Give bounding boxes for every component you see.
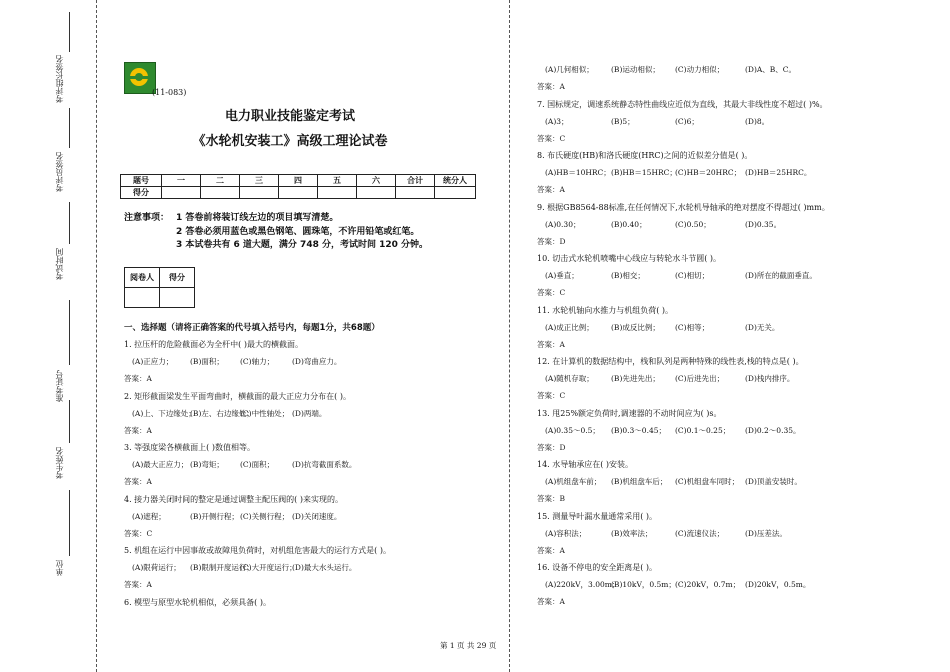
- question-text: 9. 根据GB8564-88标准,在任何情况下,水轮机导轴承的绝对摆度不得超过( )mm。: [537, 202, 830, 212]
- option-b: (B)相交；: [611, 271, 645, 280]
- option-c: (C)面积；: [240, 460, 275, 469]
- option-d: (D)HB＝25HRC。: [745, 168, 812, 177]
- option-d: (D)关闭速度。: [292, 511, 342, 521]
- score-header: 二: [201, 175, 240, 187]
- option-a: (A)最大正应力；: [132, 460, 189, 469]
- option-b: (B)弯矩；: [190, 460, 224, 469]
- option-a: (A)0.35～0.5；: [545, 425, 600, 435]
- option-d: (D)抗弯截面系数。: [292, 460, 357, 469]
- grader-table: [124, 267, 195, 308]
- margin-rule: [69, 400, 70, 443]
- margin-rule: [69, 108, 70, 148]
- page-divider: [509, 0, 510, 672]
- option-a: (A)遮程；: [132, 511, 166, 521]
- option-b: (B)0.3～0.45；: [611, 425, 666, 435]
- option-a: (A)随机存取；: [545, 374, 594, 383]
- margin-label-admission-no: 准考证号: [55, 370, 64, 402]
- score-cell[interactable]: [318, 187, 357, 199]
- option-b: (B)面积；: [190, 357, 224, 366]
- margin-label-unit: 单位: [55, 560, 64, 576]
- exam-title: 电力职业技能鉴定考试: [224, 109, 355, 124]
- score-cell[interactable]: [435, 187, 476, 199]
- margin-rule: [69, 12, 70, 52]
- page-footer: 第 1 页 共 29 页: [440, 641, 497, 650]
- option-d: (D)0.2～0.35。: [745, 425, 801, 435]
- option-c: (C)相切；: [675, 271, 710, 280]
- score-cell[interactable]: [279, 187, 318, 199]
- option-d: (D)最大水头运行。: [292, 563, 357, 572]
- option-b: (B)成反比例；: [611, 322, 660, 332]
- option-d: (D)0.35。: [745, 219, 782, 229]
- score-cell[interactable]: [162, 187, 201, 199]
- score-header: 三: [240, 175, 279, 187]
- answer-text: 答案：A: [124, 477, 152, 486]
- option-b: (B)效率法；: [611, 528, 653, 538]
- score-cell[interactable]: [357, 187, 396, 199]
- option-a: (A)几何相似；: [545, 65, 594, 74]
- option-c: (C)轴力；: [240, 357, 275, 366]
- option-d: (D)8。: [745, 116, 770, 126]
- score-header: 统分人: [435, 175, 476, 187]
- option-a: (A)限荷运行；: [132, 563, 181, 572]
- section-title: 一、选择题（请将正确答案的代号填入括号内，每题1分，共68题）: [124, 323, 380, 333]
- answer-text: 答案：C: [537, 391, 566, 400]
- margin-rule: [69, 490, 70, 556]
- score-header: 合计: [396, 175, 435, 187]
- answer-text: 答案：D: [537, 236, 566, 246]
- paper-title: 《水轮机安装工》高级工理论试卷: [192, 134, 388, 149]
- option-b: (B)5；: [611, 116, 635, 126]
- question-text: 1. 拉压杆的危险截面必为全杆中( )最大的横截面。: [124, 340, 303, 349]
- option-b: (B)左、右边缘处；: [190, 408, 254, 418]
- option-b: (B)10kV，0.5m；: [611, 580, 676, 589]
- answer-text: 答案：A: [124, 425, 152, 435]
- margin-rule: [69, 202, 70, 244]
- answer-text: 答案：A: [537, 185, 565, 194]
- score-header: 题号: [121, 175, 162, 187]
- note-line: 1 答卷前将装订线左边的项目填写清楚。: [176, 213, 339, 223]
- answer-text: 答案：A: [537, 597, 565, 606]
- option-c: (C)流速仪法；: [675, 528, 725, 538]
- answer-text: 答案：A: [124, 580, 152, 589]
- option-b: (B)HB＝15HRC；: [611, 168, 677, 177]
- answer-text: 答案：C: [124, 528, 153, 538]
- option-a: (A)成正比例；: [545, 322, 594, 332]
- note-line: 3 本试卷共有 6 道大题，满分 748 分，考试时间 120 分钟。: [176, 240, 429, 250]
- option-c: (C)6；: [675, 116, 699, 126]
- margin-label-team-leader: 考评组长签名: [55, 55, 64, 103]
- answer-text: 答案：C: [537, 133, 566, 143]
- option-b: (B)开侧行程；: [190, 511, 239, 521]
- answer-text: 答案：D: [537, 442, 566, 452]
- question-text: 13. 甩25%额定负荷时,调速器的不动时间应为( )s。: [537, 408, 722, 418]
- option-a: (A)垂直；: [545, 271, 579, 280]
- option-a: (A)上、下边缘处；: [132, 408, 196, 418]
- option-d: (D)A、B、C。: [745, 65, 797, 74]
- option-d: (D)顶盖安装时。: [745, 477, 802, 486]
- option-c: (C)动力相似；: [675, 65, 725, 74]
- score-header: 四: [279, 175, 318, 187]
- answer-text: 答案：A: [537, 545, 565, 555]
- score-header: 六: [357, 175, 396, 187]
- binding-line: [96, 0, 97, 672]
- option-a: (A)0.30；: [545, 219, 581, 229]
- question-text: 2. 矩形截面梁发生平面弯曲时，横截面的最大正应力分布在( )。: [124, 391, 351, 401]
- option-c: (C)相等；: [675, 322, 710, 332]
- paper-code: (11-083): [152, 88, 187, 97]
- margin-label-examiner: 考评员签名: [55, 152, 64, 192]
- answer-text: 答案：A: [537, 339, 565, 349]
- exam-notes: [124, 212, 428, 253]
- question-text: 14. 水导轴承应在( )安装。: [537, 460, 634, 469]
- option-b: (B)机组盘车后；: [611, 477, 668, 486]
- margin-label-name: 考生姓名: [55, 447, 64, 479]
- grader-cell[interactable]: [160, 288, 195, 308]
- answer-text: 答案：A: [124, 374, 152, 383]
- option-c: (C)后进先出；: [675, 374, 725, 383]
- option-c: (C)中性轴处；: [240, 408, 290, 418]
- option-b: (B)运动相似；: [611, 65, 660, 74]
- score-cell[interactable]: [240, 187, 279, 199]
- note-line: 2 答卷必须用蓝色或黑色钢笔、圆珠笔，不许用铅笔或红笔。: [176, 226, 420, 237]
- option-c: (C)0.50；: [675, 219, 711, 229]
- score-header: 一: [162, 175, 201, 187]
- option-a: (A)HB＝10HRC；: [545, 168, 611, 177]
- notes-label: 注意事项：: [124, 213, 170, 223]
- option-d: (D)20kV，0.5m。: [745, 580, 811, 589]
- question-text: 10. 切击式水轮机喷嘴中心线应与转轮水斗节圆( )。: [537, 254, 722, 263]
- answer-text: 答案：C: [537, 288, 566, 297]
- question-text: 4. 接力器关闭时间的整定是通过调整主配压阀的( )来实现的。: [124, 494, 343, 504]
- option-c: (C)20kV，0.7m；: [675, 580, 741, 589]
- option-d: (D)弯曲应力。: [292, 357, 342, 366]
- option-b: (B)0.40；: [611, 219, 647, 229]
- answer-text: 答案：A: [537, 82, 565, 91]
- option-b: (B)限制开度运行；: [190, 563, 254, 572]
- question-text: 16. 设备不停电的安全距离是( )。: [537, 563, 658, 572]
- option-a: (A)容积法；: [545, 528, 587, 538]
- margin-label-exam-time: 考试时间: [55, 248, 64, 280]
- option-d: (D)压差法。: [745, 528, 787, 538]
- option-b: (B)先进先出；: [611, 374, 660, 383]
- option-a: (A)220kV，3.00m；: [545, 580, 620, 589]
- question-text: 7. 国标规定，调速系统静态特性曲线应近似为直线，其最大非线性度不超过( )%。: [537, 99, 828, 109]
- question-text: 11. 水轮机轴向水推力与机组负荷( )。: [537, 305, 674, 315]
- score-cell[interactable]: [396, 187, 435, 199]
- answer-text: 答案：B: [537, 494, 566, 503]
- score-table: [120, 174, 476, 199]
- option-d: (D)栈内排序。: [745, 374, 795, 383]
- question-text: 6. 模型与原型水轮机相似，必须具备( )。: [124, 597, 271, 607]
- option-c: (C)机组盘车同时；: [675, 477, 740, 486]
- option-a: (A)3；: [545, 116, 569, 126]
- option-c: (C)0.1～0.25；: [675, 425, 731, 435]
- score-cell[interactable]: [201, 187, 240, 199]
- grader-cell[interactable]: [125, 288, 160, 308]
- score-header: 五: [318, 175, 357, 187]
- option-d: (D)无关。: [745, 322, 780, 332]
- question-text: 15. 测量导叶漏水量通常采用( )。: [537, 511, 658, 521]
- margin-rule: [69, 300, 70, 365]
- question-text: 8. 布氏硬度(HB)和洛氏硬度(HRC)之间的近似差分值是( )。: [537, 151, 753, 160]
- question-text: 12. 在计算机的数据结构中，栈和队列是两种特殊的线性表,栈的特点是( )。: [537, 357, 804, 366]
- option-d: (D)两端。: [292, 408, 327, 418]
- option-d: (D)所在的截面垂直。: [745, 271, 817, 280]
- option-a: (A)正应力；: [132, 357, 174, 366]
- option-c: (C)关侧行程；: [240, 511, 290, 521]
- option-c: (C)HB＝20HRC；: [675, 168, 742, 177]
- option-a: (A)机组盘车前；: [545, 477, 602, 486]
- question-text: 3. 等强度梁各横截面上( )数值相等。: [124, 443, 255, 452]
- score-row-label: 得分: [121, 187, 162, 199]
- question-text: 5. 机组在运行中因事故或故障甩负荷时，对机组危害最大的运行方式是( )。: [124, 546, 391, 555]
- option-c: (C)大开度运行；: [240, 563, 297, 572]
- grader-label: 阅卷人: [125, 268, 160, 288]
- grader-score-label: 得分: [160, 268, 195, 288]
